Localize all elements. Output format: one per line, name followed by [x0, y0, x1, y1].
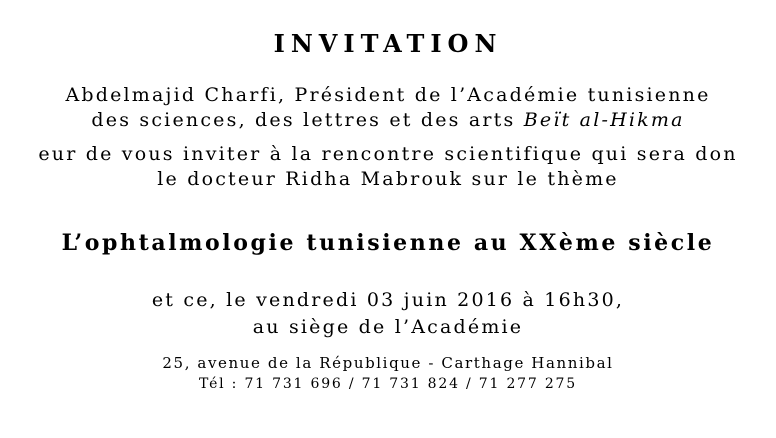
institution-name: Beït al-Hikma [523, 109, 685, 131]
host-line: Abdelmajid Charfi, Président de l’Académie tunisienne [65, 84, 711, 106]
institution-line [0, 111, 776, 130]
venue-line: au siège de l’Académie [252, 316, 524, 338]
invitation-sentence: eur de vous inviter à la rencontre scientifique qui sera don [38, 143, 738, 165]
phone-line: Tél : 71 731 696 / 71 731 824 / 71 277 275 [199, 376, 577, 392]
invitation-title: INVITATION [273, 29, 503, 58]
date-line: et ce, le vendredi 03 juin 2016 à 16h30, [151, 289, 625, 311]
address-line: 25, avenue de la République - Carthage Hannibal [162, 354, 614, 372]
institution-prefix: des sciences, des lettres et des arts [91, 109, 524, 131]
speaker-line: le docteur Ridha Mabrouk sur le thème [157, 168, 619, 190]
lecture-subject: L’ophtalmologie tunisienne au XXème siècle [61, 230, 715, 256]
